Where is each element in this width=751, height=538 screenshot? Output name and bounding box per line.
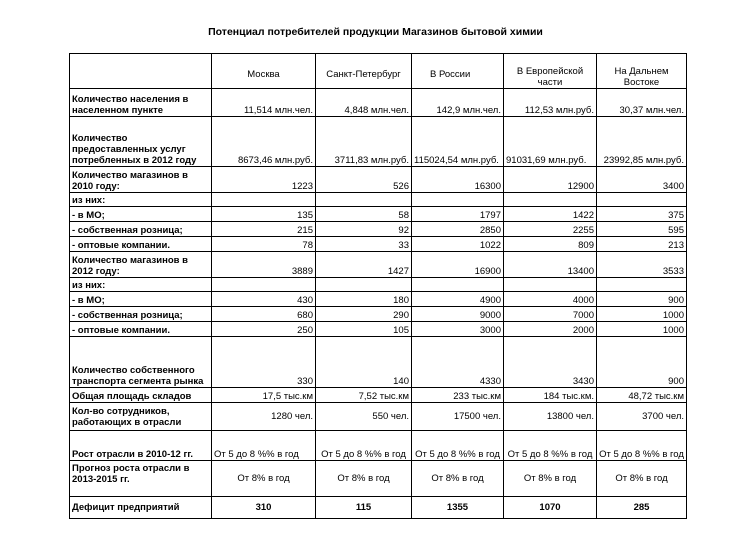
cell-saint-petersburg: 33 [316, 237, 412, 252]
cell-european-part: От 8% в год [504, 461, 597, 497]
cell-moscow: 135 [212, 207, 316, 222]
cell-saint-petersburg: 4,848 млн.чел. [316, 89, 412, 117]
cell-russia: 16900 [412, 252, 504, 278]
table-row-mo-2012 [70, 292, 687, 307]
row-label: Количество собственного транспорта сегмента рынка [70, 337, 212, 388]
cell-european-part: 3430 [504, 337, 597, 388]
cell-far-east: 3700 чел. [597, 403, 687, 431]
cell-russia: 2850 [412, 222, 504, 237]
cell-moscow: 17,5 тыс.км [212, 388, 316, 403]
table-row-enterprise-deficit [70, 497, 687, 519]
table-row-mo-2010 [70, 207, 687, 222]
cell-moscow: От 5 до 8 %% в год [212, 431, 316, 461]
cell-russia: 233 тыс.км [412, 388, 504, 403]
cell-saint-petersburg: От 5 до 8 %% в год [316, 431, 412, 461]
row-label: - собственная розница; [70, 222, 212, 237]
row-label: - собственная розница; [70, 307, 212, 322]
cell-moscow: 310 [212, 497, 316, 519]
cell-russia: От 5 до 8 %% в год [412, 431, 504, 461]
table-row-stores-2012 [70, 252, 687, 278]
row-label: Общая площадь складов [70, 388, 212, 403]
cell-european-part [504, 193, 597, 207]
row-label: Кол-во сотрудников, работающих в отрасли [70, 403, 212, 431]
cell-russia: 17500 чел. [412, 403, 504, 431]
cell-moscow: 250 [212, 322, 316, 337]
header-moscow: Москва [212, 54, 316, 89]
cell-far-east: 595 [597, 222, 687, 237]
cell-european-part: 13400 [504, 252, 597, 278]
cell-moscow: 1280 чел. [212, 403, 316, 431]
cell-far-east: От 8% в год [597, 461, 687, 497]
cell-russia: 4900 [412, 292, 504, 307]
cell-russia [412, 278, 504, 292]
cell-far-east: 30,37 млн.чел. [597, 89, 687, 117]
cell-european-part: 13800 чел. [504, 403, 597, 431]
cell-far-east: 375 [597, 207, 687, 222]
cell-moscow: 330 [212, 337, 316, 388]
cell-russia: 1355 [412, 497, 504, 519]
cell-moscow: 215 [212, 222, 316, 237]
cell-russia: От 8% в год [412, 461, 504, 497]
table-row-wholesale-2010 [70, 237, 687, 252]
row-label: Рост отрасли в 2010-12 гг. [70, 431, 212, 461]
table-row-own-retail-2012 [70, 307, 687, 322]
cell-saint-petersburg: 58 [316, 207, 412, 222]
table-row-population [70, 89, 687, 117]
cell-russia: 3000 [412, 322, 504, 337]
cell-european-part: 1070 [504, 497, 597, 519]
cell-far-east: 900 [597, 337, 687, 388]
cell-far-east: От 5 до 8 %% в год [597, 431, 687, 461]
header-european-part: В Европейской части [504, 54, 597, 89]
cell-russia: 16300 [412, 167, 504, 193]
header-saint-petersburg: Санкт-Петербург [316, 54, 412, 89]
cell-saint-petersburg: 550 чел. [316, 403, 412, 431]
cell-russia: 142,9 млн.чел. [412, 89, 504, 117]
cell-european-part: 809 [504, 237, 597, 252]
cell-far-east: 900 [597, 292, 687, 307]
cell-european-part: 12900 [504, 167, 597, 193]
cell-russia: 9000 [412, 307, 504, 322]
header-far-east: На Дальнем Востоке [597, 54, 687, 89]
row-label: - оптовые компании. [70, 322, 212, 337]
cell-moscow: 78 [212, 237, 316, 252]
header-russia: В России [412, 54, 504, 89]
table-row-employees [70, 403, 687, 431]
cell-european-part: 184 тыс.км. [504, 388, 597, 403]
cell-far-east: 1000 [597, 322, 687, 337]
cell-european-part [504, 278, 597, 292]
table-row-own-retail-2010 [70, 222, 687, 237]
row-label: Количество предоставленных услуг потребленных в 2012 году [70, 117, 212, 167]
cell-russia: 1022 [412, 237, 504, 252]
row-label: - оптовые компании. [70, 237, 212, 252]
row-label: Количество магазинов в 2010 году: [70, 167, 212, 193]
document-title: Потенциал потребителей продукции Магазинов бытовой химии [208, 26, 543, 38]
cell-saint-petersburg [316, 278, 412, 292]
table-row-of-them-2012 [70, 278, 687, 292]
table-row-stores-2010 [70, 167, 687, 193]
cell-european-part: 1422 [504, 207, 597, 222]
row-label: из них: [70, 193, 212, 207]
consumer-potential-table [69, 53, 687, 519]
cell-european-part: 4000 [504, 292, 597, 307]
row-label: Прогноз роста отрасли в 2013-2015 гг. [70, 461, 212, 497]
cell-moscow [212, 278, 316, 292]
cell-saint-petersburg: 526 [316, 167, 412, 193]
cell-european-part: 2255 [504, 222, 597, 237]
cell-saint-petersburg: 140 [316, 337, 412, 388]
cell-european-part: От 5 до 8 %% в год [504, 431, 597, 461]
cell-far-east: 23992,85 млн.руб. [597, 117, 687, 167]
row-label: - в МО; [70, 292, 212, 307]
cell-saint-petersburg: 92 [316, 222, 412, 237]
cell-saint-petersburg: От 8% в год [316, 461, 412, 497]
cell-far-east: 213 [597, 237, 687, 252]
cell-far-east: 3533 [597, 252, 687, 278]
row-label: Количество магазинов в 2012 году: [70, 252, 212, 278]
cell-european-part: 91031,69 млн.руб. [504, 117, 597, 167]
table-row-services-2012 [70, 117, 687, 167]
cell-saint-petersburg: 105 [316, 322, 412, 337]
cell-moscow: 680 [212, 307, 316, 322]
cell-moscow: От 8% в год [212, 461, 316, 497]
cell-far-east: 3400 [597, 167, 687, 193]
cell-far-east: 48,72 тыс.км [597, 388, 687, 403]
table-row-wholesale-2012 [70, 322, 687, 337]
cell-moscow: 430 [212, 292, 316, 307]
cell-european-part: 2000 [504, 322, 597, 337]
cell-saint-petersburg: 180 [316, 292, 412, 307]
header-cell-empty [70, 54, 212, 89]
cell-russia: 1797 [412, 207, 504, 222]
cell-saint-petersburg: 290 [316, 307, 412, 322]
cell-moscow [212, 193, 316, 207]
cell-russia [412, 193, 504, 207]
row-label: Количество населения в населенном пункте [70, 89, 212, 117]
table-row-forecast-2013-15 [70, 461, 687, 497]
cell-saint-petersburg: 7,52 тыс.км [316, 388, 412, 403]
cell-far-east: 1000 [597, 307, 687, 322]
cell-russia: 115024,54 млн.руб. [412, 117, 504, 167]
table-row-growth-2010-12 [70, 431, 687, 461]
table-row-of-them-2010 [70, 193, 687, 207]
row-label: из них: [70, 278, 212, 292]
cell-saint-petersburg: 1427 [316, 252, 412, 278]
cell-moscow: 1223 [212, 167, 316, 193]
cell-saint-petersburg: 115 [316, 497, 412, 519]
table-row-own-transport [70, 337, 687, 388]
cell-european-part: 112,53 млн.руб. [504, 89, 597, 117]
cell-saint-petersburg [316, 193, 412, 207]
cell-moscow: 3889 [212, 252, 316, 278]
cell-russia: 4330 [412, 337, 504, 388]
row-label: Дефицит предприятий [70, 497, 212, 519]
cell-far-east [597, 278, 687, 292]
cell-far-east: 285 [597, 497, 687, 519]
row-label: - в МО; [70, 207, 212, 222]
cell-far-east [597, 193, 687, 207]
cell-moscow: 8673,46 млн.руб. [212, 117, 316, 167]
header-row [70, 54, 687, 89]
cell-saint-petersburg: 3711,83 млн.руб. [316, 117, 412, 167]
table-row-warehouse-area [70, 388, 687, 403]
cell-moscow: 11,514 млн.чел. [212, 89, 316, 117]
cell-european-part: 7000 [504, 307, 597, 322]
